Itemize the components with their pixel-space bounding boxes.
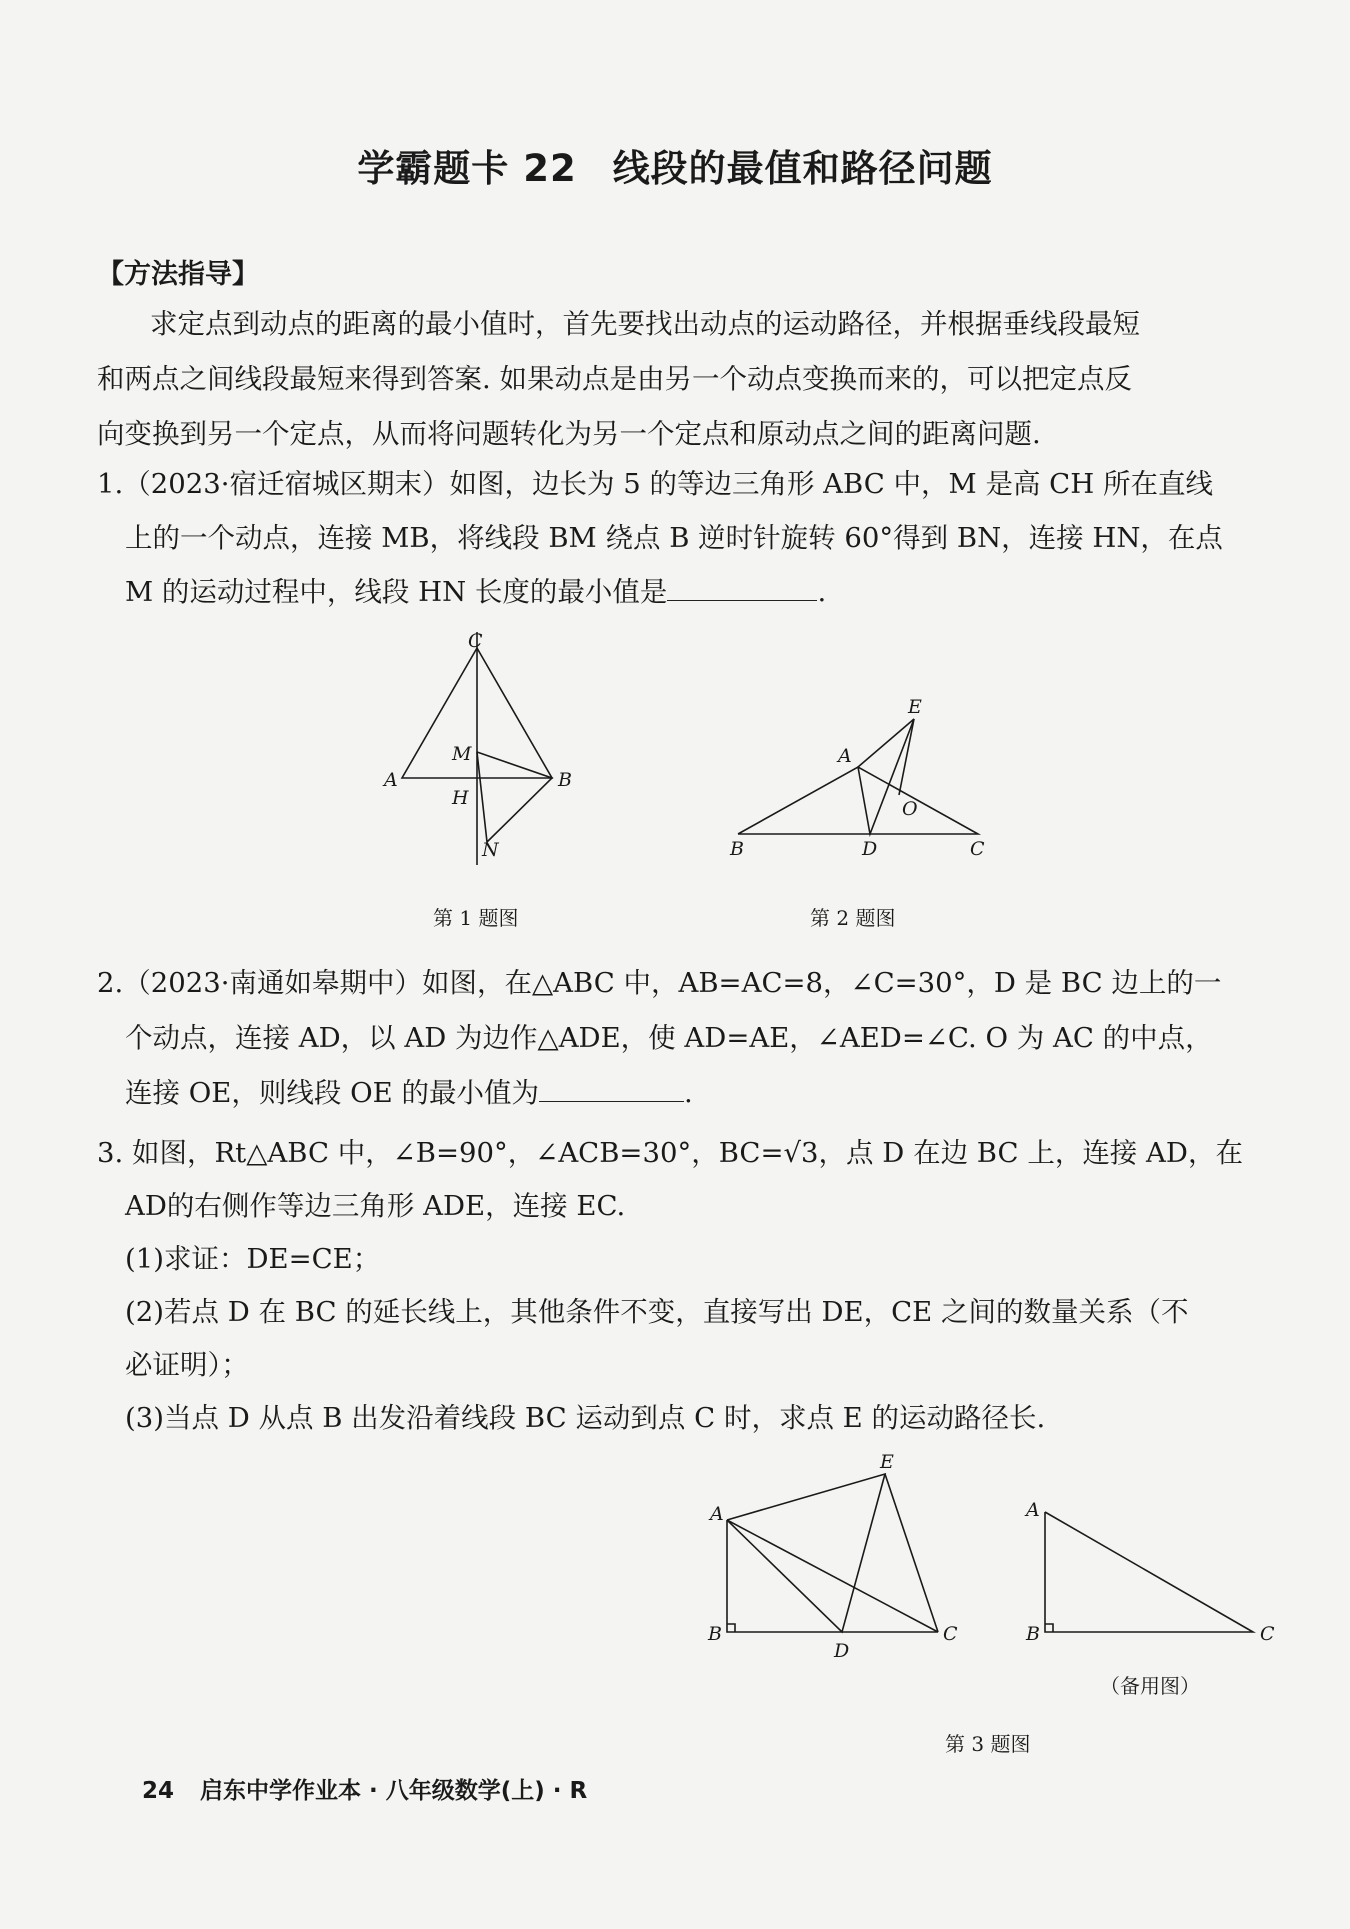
q3-part-2-cont: 必证明）； [125, 1349, 249, 1381]
fig3-label-e: E [880, 1451, 894, 1473]
fig1-label-a: A [384, 769, 398, 791]
q1-line: 上的一个动点，连接 MB，将线段 BM 绕点 B 逆时针旋转 60°得到 BN，连接 HN，在点 [125, 522, 1223, 554]
spare-label-b: B [1026, 1623, 1040, 1645]
fig1-label-c: C [468, 630, 483, 652]
figure-1 [370, 630, 590, 870]
fig1-rotation-lines [477, 752, 552, 842]
spare-figure-caption: （备用图） [1100, 1674, 1200, 1698]
q2-line: 2.（2023·南通如皋期中）如图，在△ABC 中，AB=AC=8，∠C=30°，D 是 BC 边上的一 [97, 967, 1222, 999]
q2-line: 个动点，连接 AD，以 AD 为边作△ADE，使 AD=AE，∠AED=∠C. O 为 AC 的中点， [125, 1022, 1213, 1054]
q2-line-text: 连接 OE，则线段 OE 的最小值为 [125, 1077, 539, 1109]
figure-3-spare [1020, 1490, 1290, 1660]
q2-line-last [125, 1075, 693, 1111]
footer [142, 1772, 587, 1805]
fig2-label-o: O [902, 798, 918, 820]
book-title: 启东中学作业本 · 八年级数学(上) · R [200, 1778, 588, 1804]
q1-line: 1.（2023·宿迁宿城区期末）如图，边长为 5 的等边三角形 ABC 中，M 是高 CH 所在直线 [97, 468, 1213, 500]
figure-2-caption: 第 2 题图 [810, 906, 896, 930]
fig3-label-d: D [834, 1640, 850, 1662]
q1-answer-blank[interactable] [667, 574, 817, 601]
q2-line-end: . [683, 1077, 693, 1109]
spare-label-a: A [1026, 1499, 1040, 1521]
fig2-label-a: A [838, 745, 852, 767]
method-line: 和两点之间线段最短来得到答案. 如果动点是由另一个动点变换而来的，可以把定点反 [97, 363, 1132, 395]
q3-part-3: (3)当点 D 从点 B 出发沿着线段 BC 运动到点 C 时，求点 E 的运动路径长. [125, 1402, 1046, 1434]
fig3-label-c: C [943, 1623, 958, 1645]
method-line: 向变换到另一个定点，从而将问题转化为另一个定点和原动点之间的距离问题. [97, 418, 1041, 450]
figure-3 [700, 1450, 990, 1670]
fig2-label-e: E [908, 696, 922, 718]
title-prefix: 学霸题卡 22 [357, 147, 577, 190]
fig2-label-d: D [862, 838, 878, 860]
fig3-label-a: A [710, 1503, 724, 1525]
fig1-label-h: H [452, 787, 469, 809]
q2-answer-blank[interactable] [539, 1075, 684, 1102]
q3-line: AD的右侧作等边三角形 ADE，连接 EC. [125, 1190, 626, 1222]
spare-triangle-abc [1045, 1512, 1253, 1632]
fig2-triangle-abc [738, 767, 978, 834]
fig3-right-angle [727, 1624, 735, 1632]
fig1-label-n: N [482, 839, 499, 861]
page-number: 24 [142, 1778, 175, 1804]
q1-line-text: M 的运动过程中，线段 HN 长度的最小值是 [125, 576, 668, 608]
q1-line-end: . [817, 576, 827, 608]
title-topic: 线段的最值和路径问题 [612, 147, 993, 190]
figure-1-caption: 第 1 题图 [433, 906, 519, 930]
fig1-label-m: M [452, 743, 472, 765]
q3-line: 3. 如图，Rt△ABC 中，∠B=90°，∠ACB=30°，BC=√3，点 D 在边 BC 上，连接 AD，在 [97, 1137, 1243, 1169]
figure-2 [720, 695, 1000, 860]
fig2-label-b: B [730, 838, 744, 860]
fig3-triangle-ade [727, 1474, 885, 1632]
spare-label-c: C [1260, 1623, 1275, 1645]
q3-part-1: (1)求证：DE=CE； [125, 1243, 381, 1275]
figure-3-caption: 第 3 题图 [945, 1732, 1031, 1756]
page-title [0, 138, 1350, 192]
method-line: 求定点到动点的距离的最小值时，首先要找出动点的运动路径，并根据垂线段最短 [150, 308, 1140, 340]
spare-right-angle [1045, 1624, 1053, 1632]
q1-line-last [125, 574, 826, 610]
fig1-label-b: B [558, 769, 572, 791]
method-heading: 【方法指导】 [97, 259, 259, 290]
q3-part-2: (2)若点 D 在 BC 的延长线上，其他条件不变，直接写出 DE，CE 之间的数量关系（不 [125, 1296, 1189, 1328]
fig3-label-b: B [708, 1623, 722, 1645]
fig2-label-c: C [970, 838, 985, 860]
